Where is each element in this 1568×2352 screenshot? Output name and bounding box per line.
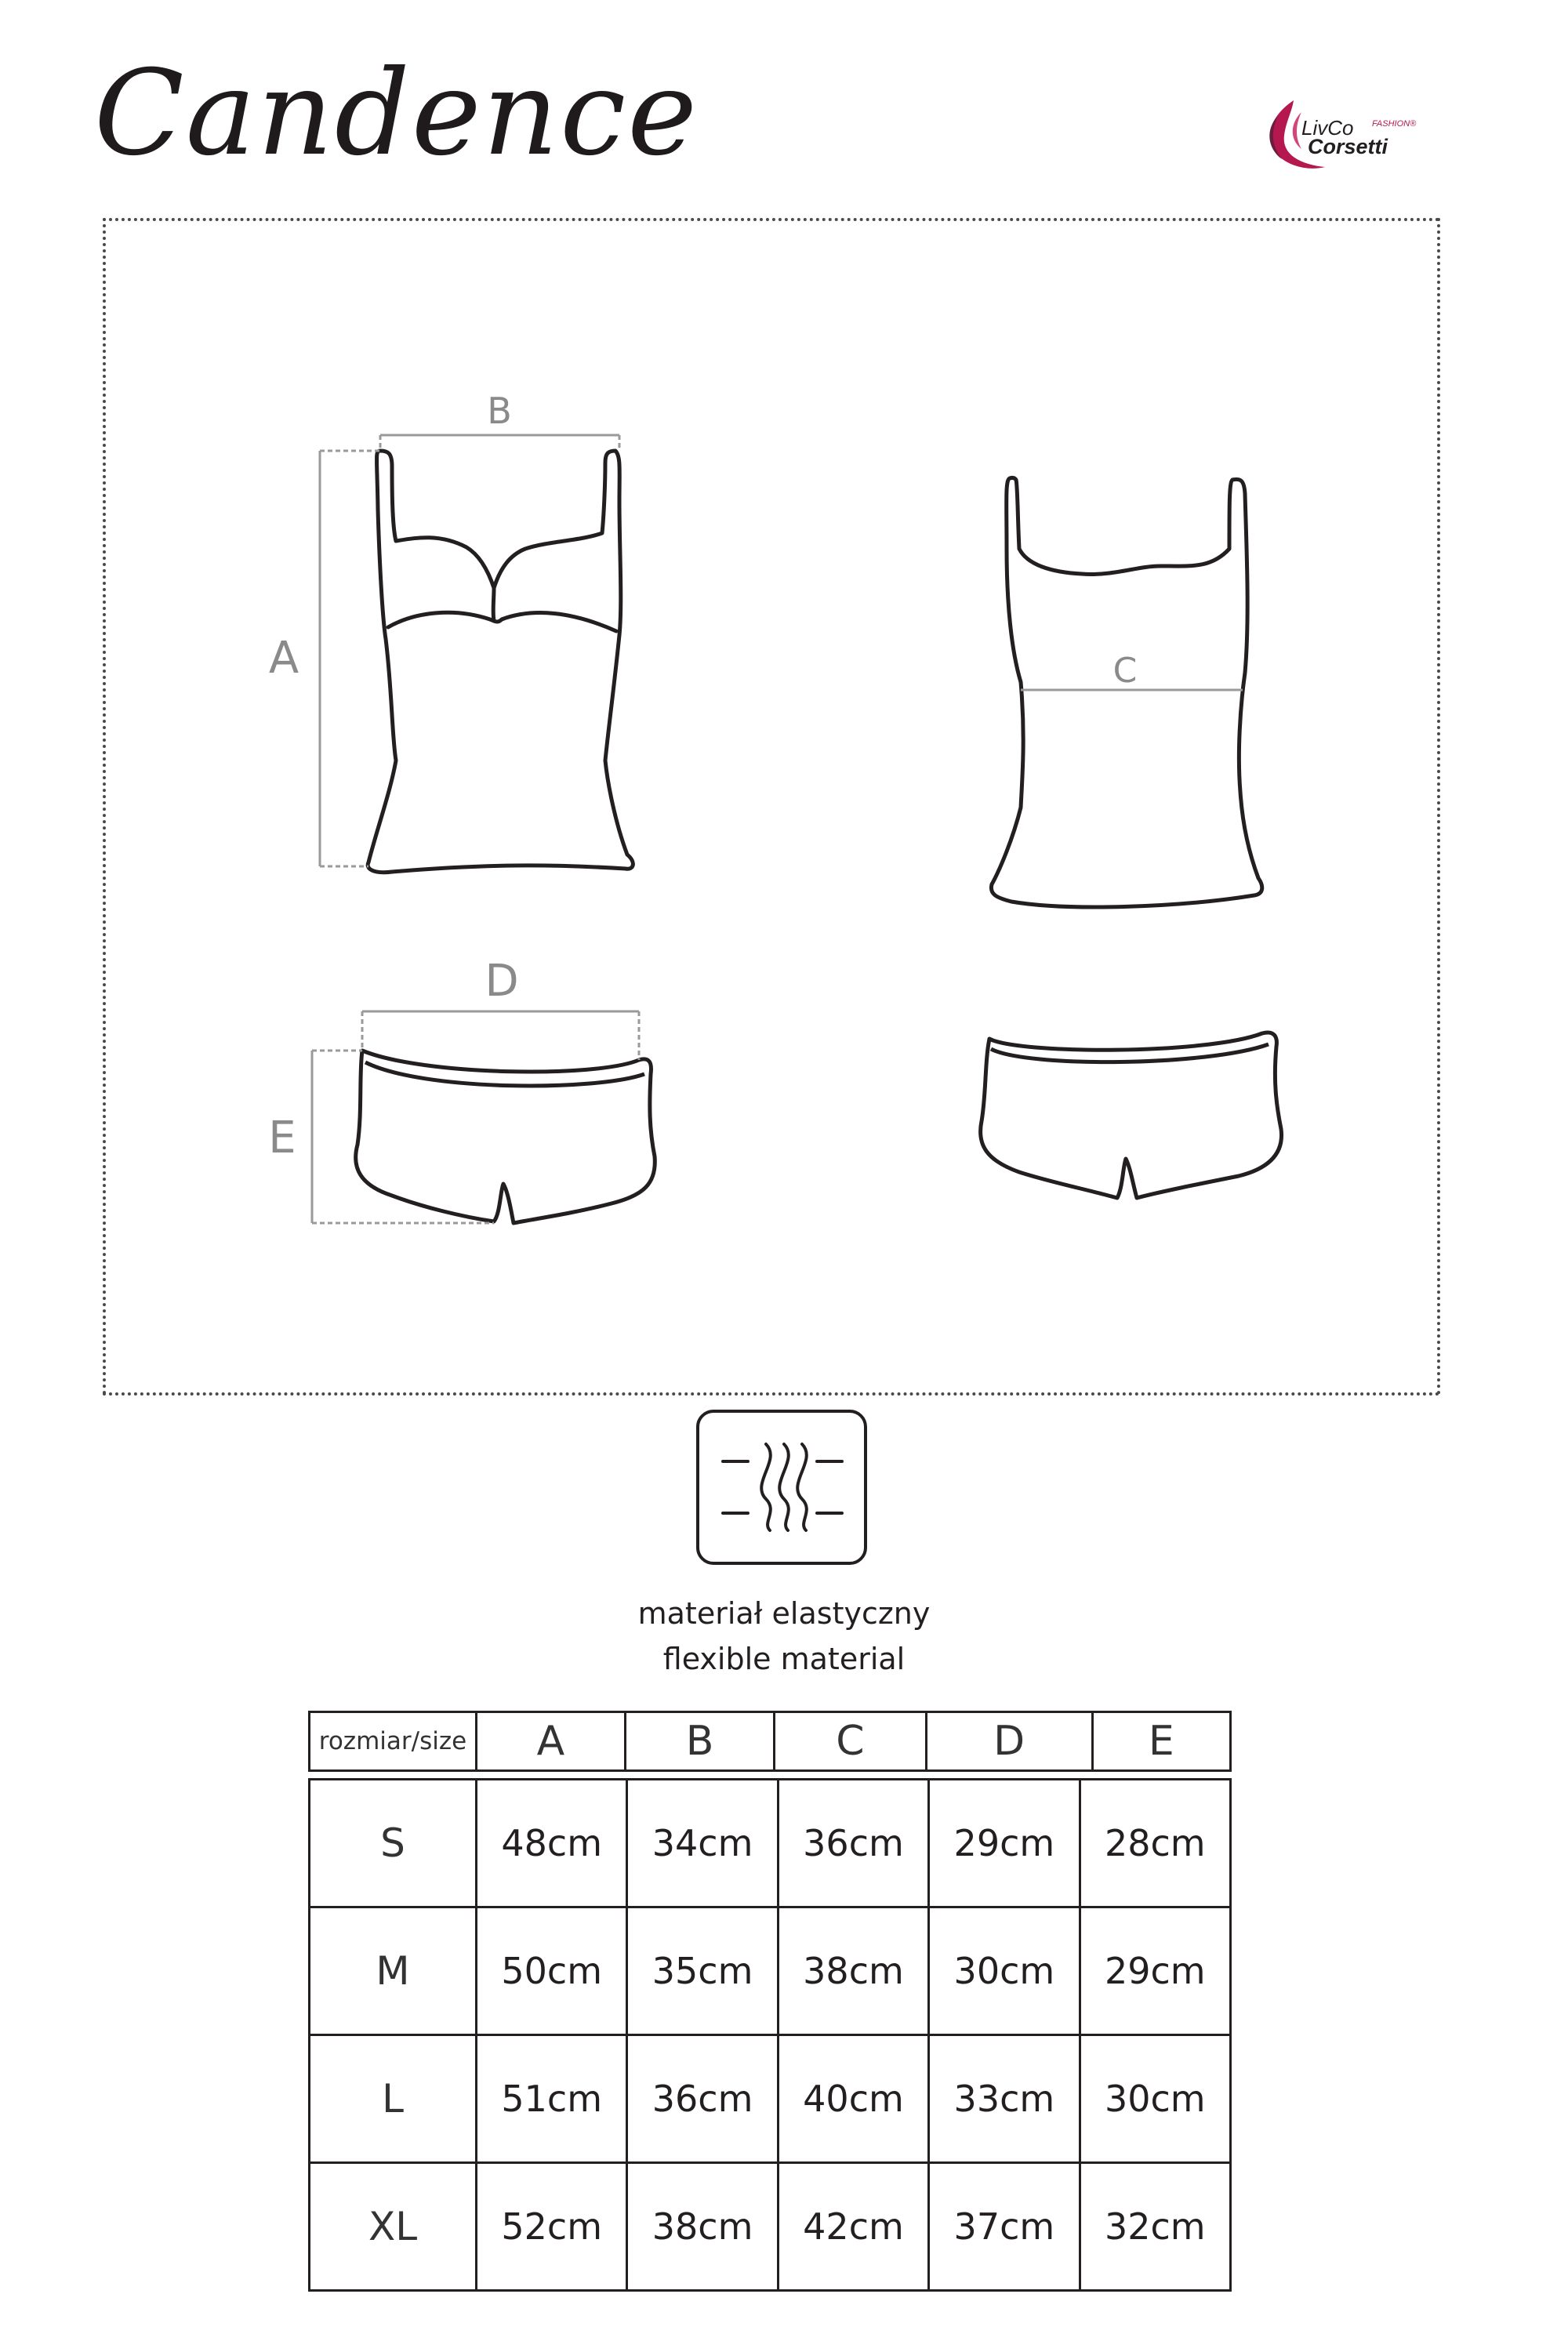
- table-cell: 36cm: [627, 2035, 778, 2163]
- table-cell: 30cm: [1080, 2035, 1230, 2163]
- brand-name-bottom: Corsetti: [1308, 135, 1388, 158]
- dim-label-b: B: [487, 390, 512, 432]
- table-cell: 42cm: [778, 2163, 928, 2291]
- table-cell: 30cm: [929, 1907, 1080, 2035]
- table-cell: 35cm: [627, 1907, 778, 2035]
- brand-name-top: LivCo: [1301, 116, 1354, 140]
- size-cell: L: [310, 2035, 477, 2163]
- table-row: [310, 2035, 1231, 2163]
- table-cell: 38cm: [627, 2163, 778, 2291]
- table-row: [310, 1907, 1231, 2035]
- header-size-label: rozmiar/size: [310, 1712, 477, 1771]
- table-row: [310, 2163, 1231, 2291]
- elastic-material-icon: [696, 1410, 867, 1565]
- dim-label-a: A: [268, 633, 299, 684]
- dim-label-e: E: [268, 1112, 296, 1163]
- brand-tagline: FASHION®: [1372, 119, 1417, 129]
- header-col-a: A: [477, 1712, 626, 1771]
- table-cell: 36cm: [778, 1780, 928, 1907]
- table-cell: 37cm: [929, 2163, 1080, 2291]
- table-cell: 48cm: [477, 1780, 627, 1907]
- size-cell: S: [310, 1780, 477, 1907]
- size-cell: M: [310, 1907, 477, 2035]
- size-cell: XL: [310, 2163, 477, 2291]
- size-table: [308, 1778, 1232, 2292]
- shorts-front-drawing: [356, 1051, 655, 1223]
- table-cell: 38cm: [778, 1907, 928, 2035]
- table-cell: 33cm: [929, 2035, 1080, 2163]
- header-col-c: C: [775, 1712, 926, 1771]
- table-cell: 28cm: [1080, 1780, 1230, 1907]
- dim-label-c: C: [1112, 651, 1138, 691]
- dimension-lines-front: [320, 435, 619, 866]
- table-cell: 51cm: [477, 2035, 627, 2163]
- table-cell: 34cm: [627, 1780, 778, 1907]
- shorts-back-drawing: [981, 1033, 1282, 1198]
- table-cell: 52cm: [477, 2163, 627, 2291]
- header-col-d: D: [926, 1712, 1092, 1771]
- table-cell: 40cm: [778, 2035, 928, 2163]
- header-col-e: E: [1092, 1712, 1231, 1771]
- product-title: Candence: [94, 45, 699, 182]
- material-caption-english: flexible material: [662, 1642, 906, 1676]
- camisole-front-drawing: [368, 451, 633, 873]
- dim-label-d: D: [485, 956, 519, 1007]
- stretch-waves-icon: [699, 1413, 864, 1562]
- header-col-b: B: [625, 1712, 774, 1771]
- material-caption-polish: materiał elastyczny: [637, 1596, 931, 1631]
- table-row: [310, 1780, 1231, 1907]
- camisole-back-drawing: [991, 477, 1261, 907]
- table-header-row: [310, 1712, 1231, 1771]
- table-cell: 29cm: [1080, 1907, 1230, 2035]
- table-cell: 50cm: [477, 1907, 627, 2035]
- size-table-header: [308, 1711, 1232, 1772]
- table-cell: 29cm: [929, 1780, 1080, 1907]
- table-cell: 32cm: [1080, 2163, 1230, 2291]
